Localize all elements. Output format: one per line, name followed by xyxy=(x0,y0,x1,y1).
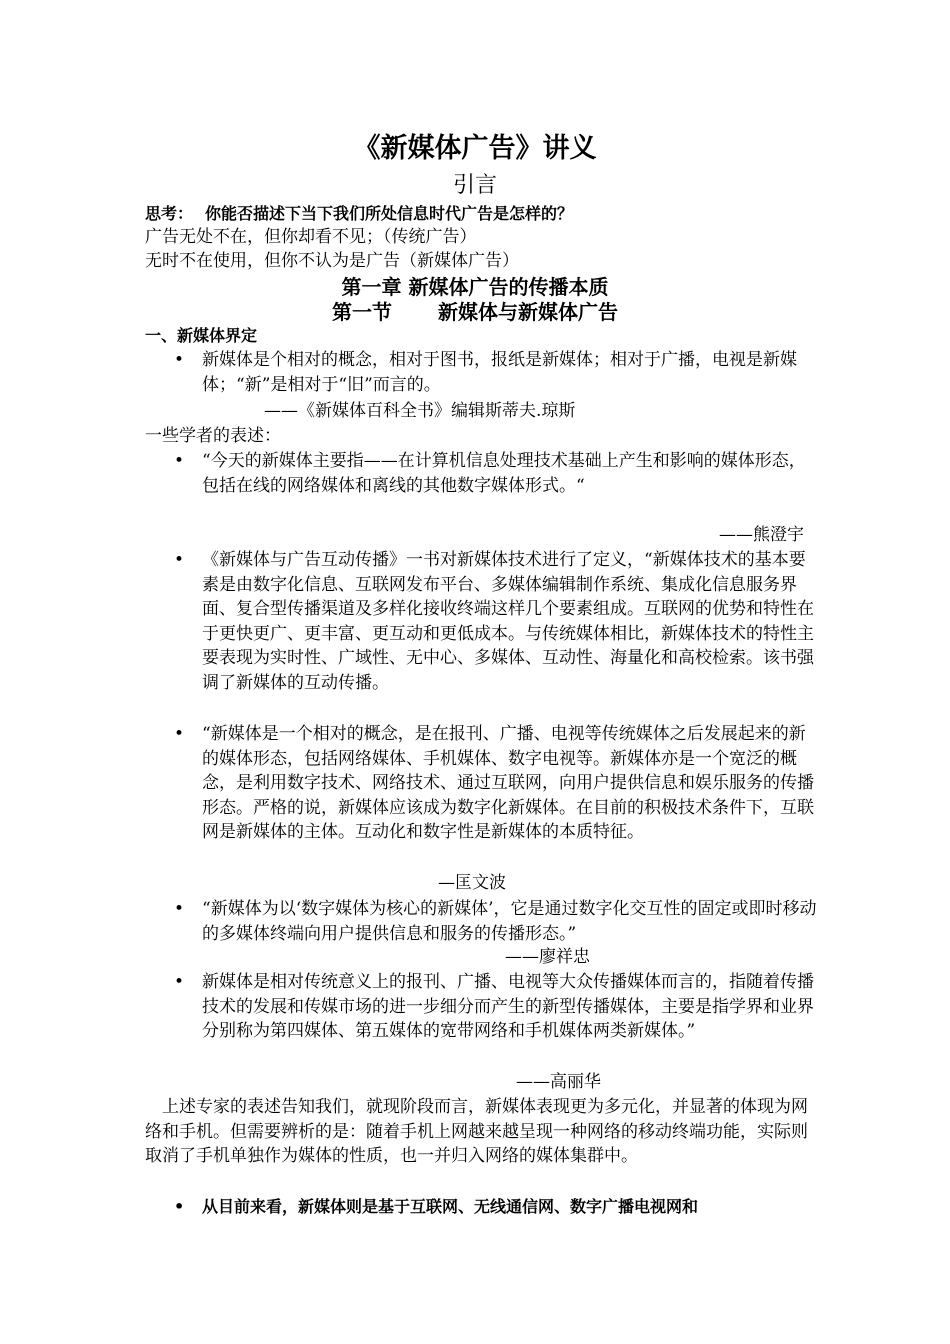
chapter-heading: 第一章 新媒体广告的传播本质 xyxy=(341,275,609,299)
intro-heading: 引言 xyxy=(452,173,497,198)
bullet-text: “今天的新媒体主要指——在计算机信息处理技术基础上产生和影响的媒体形态，包括在线的网络媒体和离线的其他数字媒体形式。“ xyxy=(202,451,806,496)
think-question xyxy=(145,202,573,227)
section-number: 第一节 xyxy=(332,300,392,324)
subheading-definition: 一、新媒体界定 xyxy=(145,326,258,345)
intro-line-1: 广告无处不在，但你却看不见；（传统广告） xyxy=(145,227,477,247)
scholars-intro: 一些学者的表述： xyxy=(145,426,281,446)
bullet-text: “新媒体为以‘数字媒体为核心的新媒体’，它是通过数字化交互性的固定或即时移动的多媒体终端向用户提供信息和服务的传播形态。” xyxy=(202,899,817,944)
bullet-item-6 xyxy=(174,970,822,1044)
section-heading xyxy=(0,299,950,325)
bullet-icon: • xyxy=(174,1197,185,1216)
bullet-text: 新媒体是个相对的概念，相对于图书，报纸是新媒体；相对于广播，电视是新媒体；“新”是相对于“旧”而言的。 xyxy=(202,350,797,395)
source-5: ——廖祥忠 xyxy=(505,947,590,967)
summary-paragraph: 上述专家的表述告知我们，就现阶段而言，新媒体表现更为多元化，并显著的体现为网络和手机。但需要辨析的是：随着手机上网越来越呈现一种网络的移动终端功能，实际则取消了手机单独作为媒体的性质，也一并归入网络的媒体集群中。 xyxy=(145,1097,808,1166)
bullet-icon: • xyxy=(174,451,185,471)
bullet-icon: • xyxy=(174,350,185,370)
intro-line-2: 无时不在使用，但你不认为是广告（新媒体广告） xyxy=(145,251,519,271)
bullet-icon: • xyxy=(174,724,185,744)
bullet-text: 从目前来看，新媒体则是基于互联网、无线通信网、数字广播电视网和 xyxy=(202,1197,699,1216)
bullet-item-7 xyxy=(174,1195,822,1220)
bullet-item-1 xyxy=(174,348,822,397)
source-4: —匡文波 xyxy=(438,873,506,893)
bullet-text: “新媒体是一个相对的概念，是在报刊、广播、电视等传统媒体之后发展起来的新的媒体形态，包括网络媒体、手机媒体、数字电视等。新媒体亦是一个宽泛的概念，是利用数字技术、网络技术、通过互联网，向用户提供信息和娱乐服务的传播形态。严格的说，新媒体应该成为数字化新媒体。在目前的积极技术条件下，互联网是新媒体的主体。互动化和数字性是新媒体的本质特征。 xyxy=(202,724,814,842)
bullet-text: 新媒体是相对传统意义上的报刊、广播、电视等大众传播媒体而言的，指随着传播技术的发展和传媒市场的进一步细分而产生的新型传播媒体，主要是指学界和业界分别称为第四媒体、第五媒体的宽带网络和手机媒体两类新媒体。” xyxy=(202,972,814,1041)
bullet-icon: • xyxy=(174,972,185,992)
bullet-icon: • xyxy=(174,899,185,919)
think-text: 你能否描述下当下我们所处信息时代广告是怎样的？ xyxy=(205,204,574,223)
bullet-item-2 xyxy=(174,449,822,498)
bullet-icon: • xyxy=(174,550,185,570)
think-label: 思考： xyxy=(145,204,194,223)
bullet-item-5 xyxy=(174,897,822,946)
bullet-text: 《新媒体与广告互动传播》一书对新媒体技术进行了定义，“新媒体技术的基本要素是由数字化信息、互联网发布平台、多媒体编辑制作系统、集成化信息服务界面、复合型传播渠道及多样化接收终端这样几个要素组成。互联网的优势和特性在于更快更广、更丰富、更互动和更低成本。与传统媒体相比，新媒体技术的特性主要表现为实时性、广域性、无中心、多媒体、互动性、海量化和高校检索。该书强调了新媒体的互动传播。 xyxy=(202,550,814,693)
source-6: ——高丽华 xyxy=(516,1072,601,1092)
document-title: 《新媒体广告》讲义 xyxy=(353,133,597,164)
bullet-item-4 xyxy=(174,722,822,845)
source-1: ——《新媒体百科全书》编辑斯蒂夫.琼斯 xyxy=(264,401,576,421)
source-2: ——熊澄宇 xyxy=(719,525,804,545)
bullet-item-3 xyxy=(174,548,822,695)
section-name: 新媒体与新媒体广告 xyxy=(438,300,618,324)
